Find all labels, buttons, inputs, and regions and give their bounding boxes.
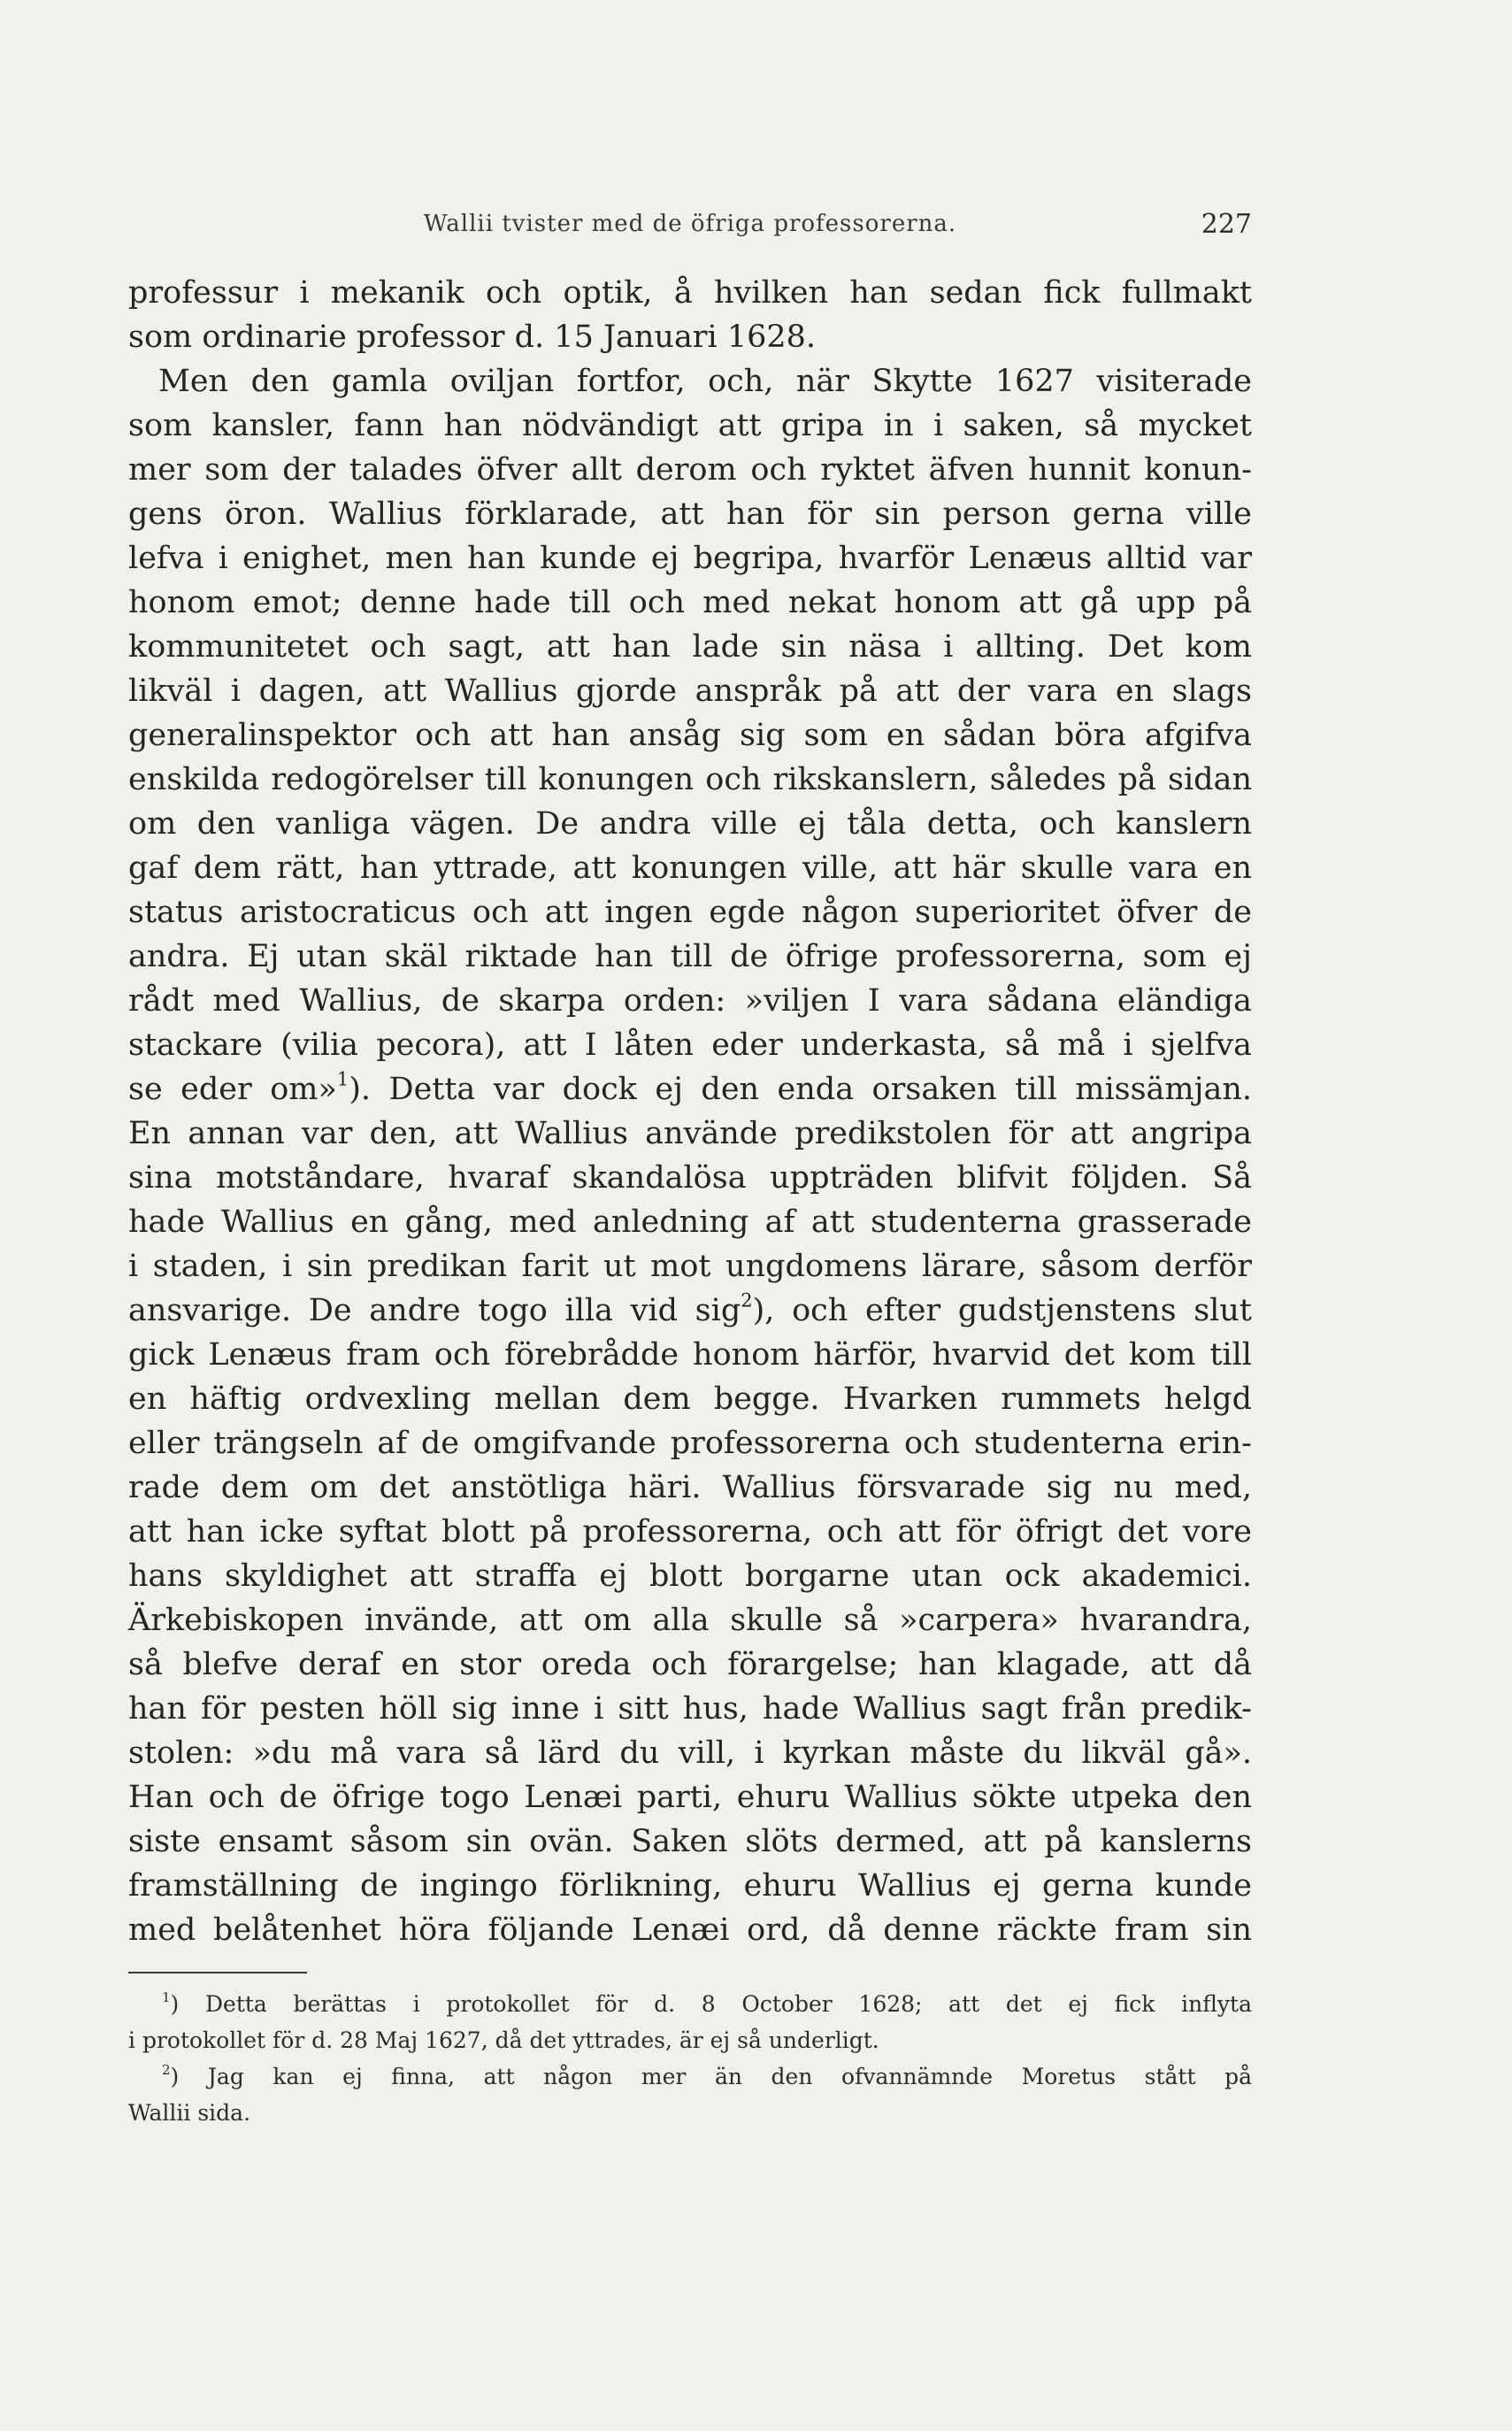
text-line: generalinspektor och att han ansåg sig som en sådan böra afgifva bbox=[128, 718, 1252, 753]
text-line: gaf dem rätt, han yttrade, att konungen ville, att här skulle vara en bbox=[128, 850, 1252, 886]
footnote-rule bbox=[128, 1972, 307, 1973]
text-line: status aristocraticus och att ingen egde någon superioritet öfver de bbox=[128, 895, 1252, 930]
text-line: en häftig ordvexling mellan dem begge. Hvarken rummets helgd bbox=[128, 1381, 1252, 1417]
text-line: rådt med Wallius, de skarpa orden: »viljen I vara sådana eländiga bbox=[128, 983, 1252, 1019]
text-line: stackare (vilia pecora), att I låten eder underkasta, så må i sjelfva bbox=[128, 1027, 1252, 1063]
text-line: kommunitetet och sagt, att han lade sin näsa i allting. Det kom bbox=[128, 629, 1252, 665]
text-line: mer som der talades öfver allt derom och ryktet äfven hunnit konun- bbox=[128, 452, 1252, 488]
page-header bbox=[128, 209, 1252, 244]
text-line: som ordinarie professor d. 15 Januari 1628. bbox=[128, 319, 817, 355]
text-line: som kansler, fann han nödvändigt att gripa in i saken, så mycket bbox=[128, 408, 1252, 443]
text-line: hade Wallius en gång, med anledning af att studenterna grasserade bbox=[128, 1204, 1252, 1240]
text-line: så blefve deraf en stor oreda och förargelse; han klagade, att då bbox=[128, 1647, 1252, 1682]
text-line: likväl i dagen, att Wallius gjorde anspråk på att der vara en slags bbox=[128, 673, 1252, 709]
text-line: Han och de öfrige togo Lenæi parti, ehuru Wallius sökte utpeka den bbox=[128, 1780, 1252, 1815]
footnote-ref[interactable]: 2 bbox=[741, 1289, 753, 1312]
footnote-line: i protokollet för d. 28 Maj 1627, då det yttrades, är ej så underligt. bbox=[128, 2027, 879, 2053]
running-title: Wallii tvister med de öfriga professorerna. bbox=[423, 211, 957, 237]
text-line: andra. Ej utan skäl riktade han till de öfrige professorerna, som ej bbox=[128, 939, 1252, 974]
text-line: framställning de ingingo förlikning, ehuru Wallius ej gerna kunde bbox=[128, 1868, 1252, 1904]
footnote-mark: 2 bbox=[162, 2061, 171, 2078]
main-text bbox=[128, 271, 1252, 1952]
footnotes bbox=[128, 1986, 1252, 2131]
text-line: med belåtenhet höra följande Lenæi ord, då denne räckte fram sin bbox=[128, 1912, 1252, 1948]
footnote-line bbox=[128, 2058, 1252, 2095]
text-line: Ärkebiskopen invände, att om alla skulle så »carpera» hvarandra, bbox=[128, 1603, 1252, 1638]
text-line: gick Lenæus fram och förebrådde honom härför, hvarvid det kom till bbox=[128, 1337, 1252, 1373]
text-line: i staden, i sin predikan farit ut mot ungdomens lärare, såsom derför bbox=[128, 1249, 1252, 1284]
text-line: han för pesten höll sig inne i sitt hus, hade Wallius sagt från predik- bbox=[128, 1691, 1252, 1727]
text-line: att han icke syftat blott på professorerna, och att för öfrigt det vore bbox=[128, 1514, 1252, 1550]
footnote-text: ) Jag kan ej finna, att någon mer än den ofvannämnde Moretus stått på bbox=[170, 2064, 1252, 2089]
footnote-line bbox=[128, 1986, 1252, 2022]
text-line: lefva i enighet, men han kunde ej begripa, hvarför Lenæus alltid var bbox=[128, 541, 1252, 576]
text-line bbox=[128, 1067, 1252, 1112]
text-line: stolen: »du må vara så lärd du vill, i kyrkan måste du likväl gå». bbox=[128, 1735, 1252, 1771]
text-segment: ansvarige. De andre togo illa vid sig bbox=[128, 1293, 741, 1328]
footnote-ref[interactable]: 1 bbox=[336, 1068, 349, 1090]
text-line bbox=[128, 1289, 1252, 1333]
text-line: eller trängseln af de omgifvande professorerna och studenterna erin- bbox=[128, 1426, 1252, 1461]
text-line: rade dem om det anstötliga häri. Wallius försvarade sig nu med, bbox=[128, 1470, 1252, 1505]
page-number: 227 bbox=[1201, 209, 1252, 240]
text-line: En annan var den, att Wallius använde predikstolen för att angripa bbox=[128, 1116, 1252, 1151]
text-line: enskilda redogörelser till konungen och rikskanslern, således på sidan bbox=[128, 762, 1252, 797]
text-line: hans skyldighet att straffa ej blott borgarne utan ock akademici. bbox=[128, 1558, 1252, 1594]
text-line: professur i mekanik och optik, å hvilken han sedan fick fullmakt bbox=[128, 275, 1252, 311]
text-line: gens öron. Wallius förklarade, att han för sin person gerna ville bbox=[128, 496, 1252, 532]
text-line: honom emot; denne hade till och med nekat honom att gå upp på bbox=[128, 585, 1252, 620]
text-segment: ), och efter gudstjenstens slut bbox=[752, 1293, 1252, 1328]
footnote-mark: 1 bbox=[162, 1989, 171, 2005]
text-segment: ). Detta var dock ej den enda orsaken till missämjan. bbox=[349, 1072, 1252, 1107]
footnote-line: Wallii sida. bbox=[128, 2100, 251, 2126]
text-segment: se eder om» bbox=[128, 1072, 337, 1107]
text-line: siste ensamt såsom sin ovän. Saken slöts dermed, att på kanslerns bbox=[128, 1824, 1252, 1859]
footnote-text: ) Detta berättas i protokollet för d. 8 October 1628; att det ej fick inflyta bbox=[170, 1991, 1252, 2017]
text-line: Men den gamla oviljan fortfor, och, när Skytte 1627 visiterade bbox=[158, 364, 1252, 399]
text-line: sina motståndare, hvaraf skandalösa uppträden blifvit följden. Så bbox=[128, 1160, 1252, 1196]
text-line: om den vanliga vägen. De andra ville ej tåla detta, och kanslern bbox=[128, 806, 1252, 842]
